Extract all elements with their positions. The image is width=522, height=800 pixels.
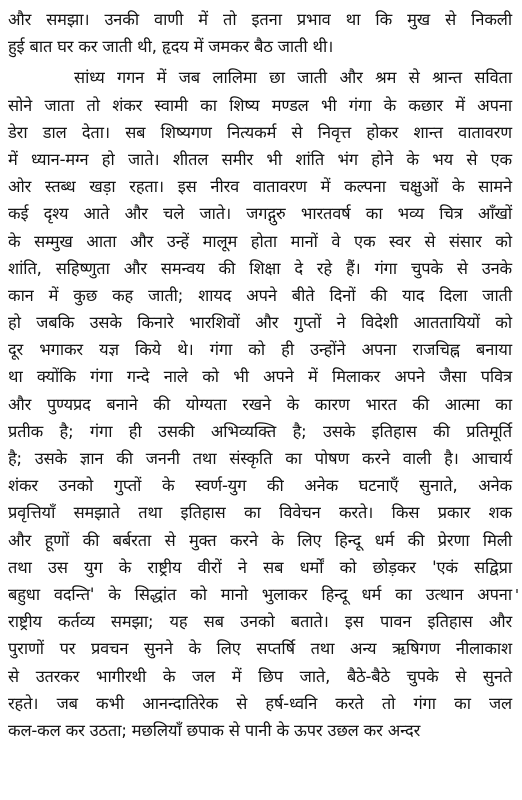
text-line: और समझा। उनकी वाणी में तो इतना प्रभाव था कि मुख से निकली (8, 10, 512, 29)
text-line: के सम्मुख आता और उन्हें मालूम होता मानों वे एक स्वर से संसार को (8, 231, 512, 251)
text-line: सोने जाता तो शंकर स्वामी का शिष्य मण्डल भी गंगा के कछार में अपना (8, 95, 512, 115)
text-line: प्रवृत्तियाँ समझाते तथा इतिहास का विवेचन करते। किस प्रकार शक (8, 503, 512, 523)
text-line: हुई बात घर कर जाती थी, हृदय में जमकर बैठ जाती थी। (8, 37, 334, 57)
text-line: ओर स्तब्ध खड़ा रहता। इस नीरव वातावरण में कल्पना चक्षुओं के सामने (8, 177, 512, 197)
text-line: पुराणों पर प्रवचन सुनने के लिए सप्तर्षि तथा अन्य ऋषिगण नीलाकाश (8, 639, 512, 659)
text-line: तथा उस युग के राष्ट्रीय वीरों ने सब धर्मों को छोड़कर 'एकं सद्विप्रा (8, 557, 512, 577)
text-line: कल-कल कर उठता; मछलियाँ छपाक से पानी के ऊपर उछल कर अन्दर (8, 720, 421, 740)
text-line: और हूणों की बर्बरता से मुक्त करने के लिए हिन्दू धर्म की प्रेरणा मिली (8, 530, 512, 550)
text-line: दूर भगाकर यज्ञ किये थे। गंगा को ही उन्होंने अपना राजचिह्न बनाया (8, 340, 512, 360)
text-line: बहुधा वदन्ति' के सिद्धांत को मानो भुलाकर हिन्दू धर्म का उत्थान अपना (8, 584, 512, 604)
text-line: और पुण्यप्रद बनाने की योग्यता रखने के कारण भारत की आत्मा का (8, 394, 512, 414)
text-line: डेरा डाल देता। सब शिष्यगण नित्यकर्म से निवृत्त होकर शान्त वातावरण (8, 122, 512, 142)
text-line: है; उसके ज्ञान की जननी तथा संस्कृति का पोषण करने वाली है। आचार्य (8, 449, 512, 468)
text-line: कान में कुछ कह जाती; शायद अपने बीते दिनों की याद दिला जाती (8, 285, 512, 305)
text-line: से उतरकर भागीरथी के जल में छिप जाते, बैठे-बैठे चुपके से सुनते (8, 666, 512, 686)
text-line: था क्योंकि गंगा गन्दे नाले को भी अपने में मिलाकर अपने जैसा पवित्र (8, 367, 512, 387)
scan-edge-mark (516, 589, 518, 593)
text-line: शंकर उनको गुप्तों के स्वर्ण-युग की अनेक घटनाएँ सुनाते, अनेक (8, 476, 512, 496)
text-line: में ध्यान-मग्न हो जाते। शीतल समीर भी शांति भंग होने के भय से एक (8, 149, 512, 169)
text-line: प्रतीक है; गंगा ही उसकी अभिव्यक्ति है; उसके इतिहास की प्रतिमूर्ति (8, 421, 512, 441)
text-line: शांति, सहिष्णुता और समन्वय की शिक्षा दे रहे हैं। गंगा चुपके से उनके (8, 258, 512, 278)
text-line: राष्ट्रीय कर्तव्य समझा; यह सब उनको बताते। इस पावन इतिहास और (8, 612, 512, 632)
text-line: कई दृश्य आते और चले जाते। जगद्गुरु भारतवर्ष का भव्य चित्र आँखों (8, 204, 512, 224)
text-line: सांध्य गगन में जब लालिमा छा जाती और श्रम से श्रान्त सविता (74, 68, 512, 88)
paragraph (8, 6, 512, 60)
text-line: हो जबकि उसके किनारे भारशिवों और गुप्तों ने विदेशी आततायियों को (8, 313, 512, 333)
text-line: रहते। जब कभी आनन्दातिरेक से हर्ष-ध्वनि करते तो गंगा का जल (8, 693, 512, 713)
paragraph (8, 64, 512, 744)
document-body (8, 6, 512, 744)
